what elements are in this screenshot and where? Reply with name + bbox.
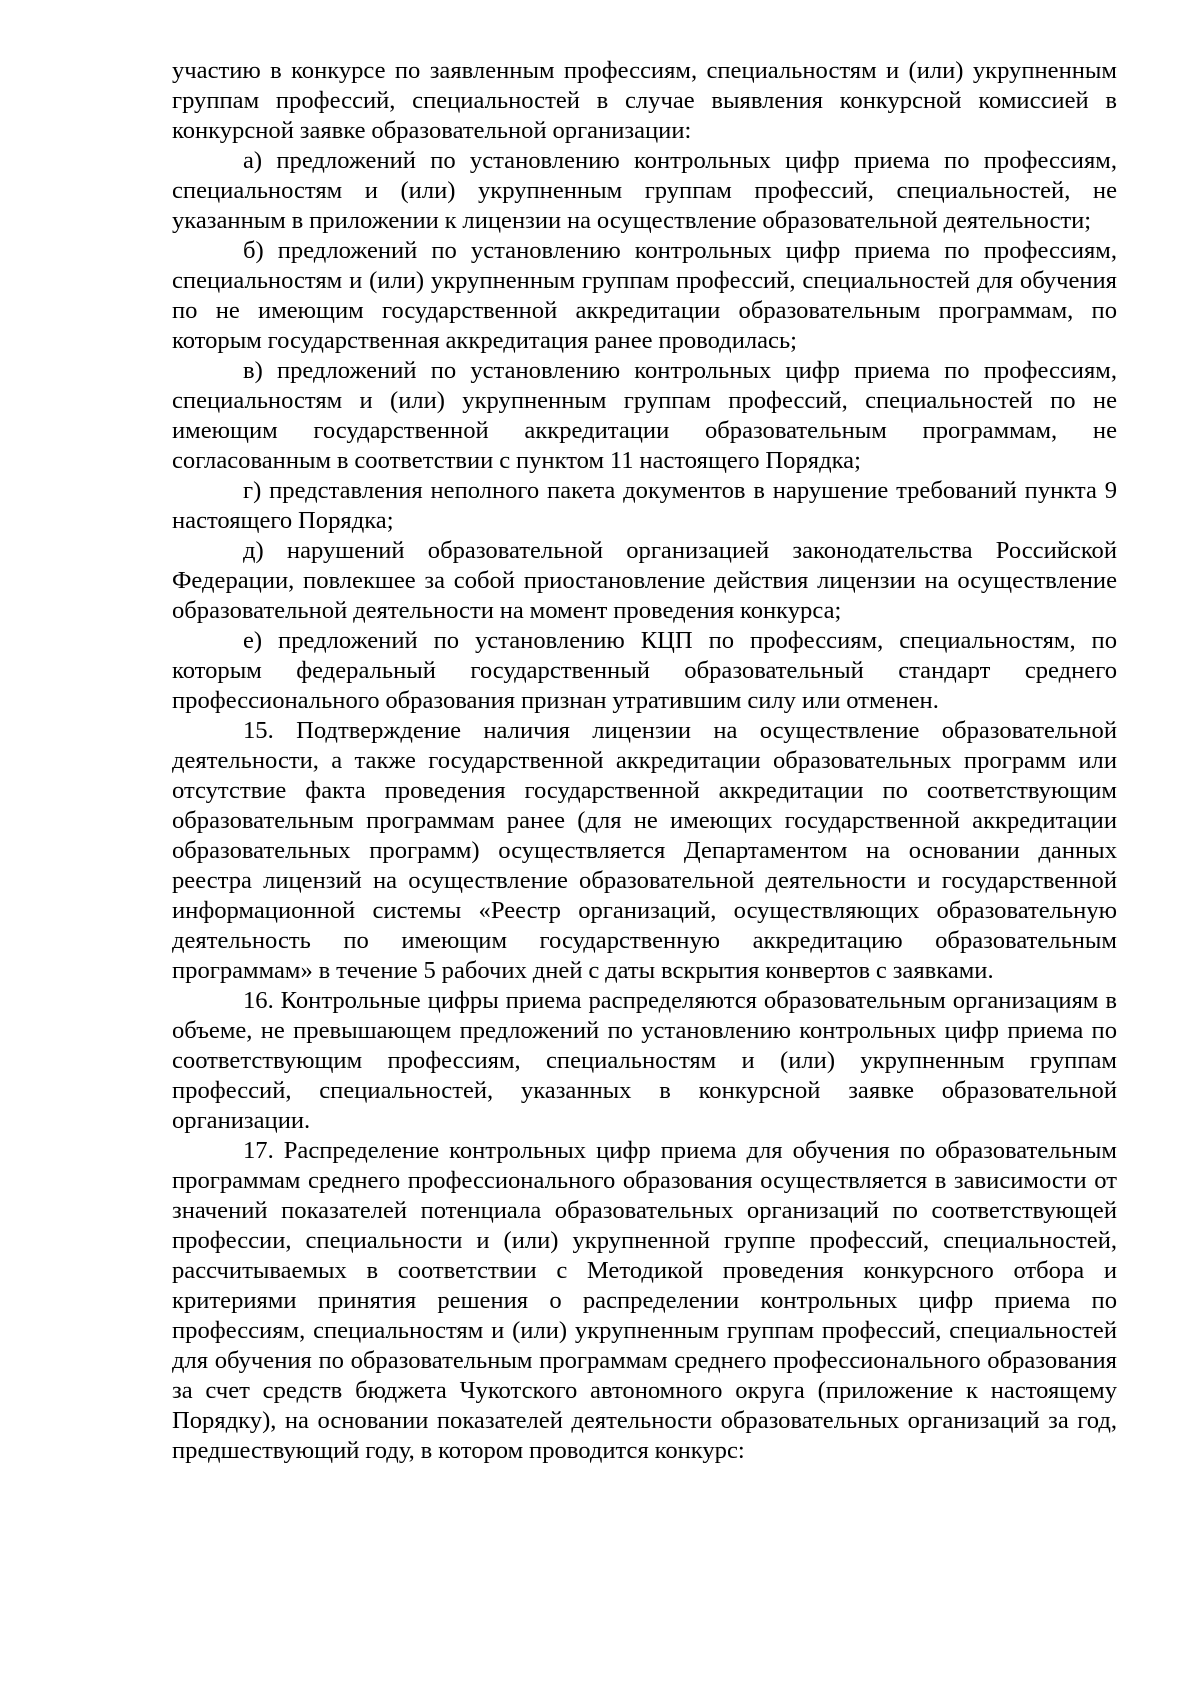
- paragraph-item-a: а) предложений по установлению контрольных цифр приема по профессиям, специальностям и (или) укрупненным группам профессий, специальностей, не указанным в приложении к лицензии на осуществление образовательной деятельности;: [172, 147, 1117, 234]
- paragraph-continuation: участию в конкурсе по заявленным профессиям, специальностям и (или) укрупненным группам профессий, специальностей в случае выявления конкурсной комиссией в конкурсной заявке образовательной организации:: [172, 57, 1117, 144]
- paragraph-clause-17: 17. Распределение контрольных цифр приема для обучения по образовательным программам среднего профессионального образования осуществляется в зависимости от значений показателей потенциала образовательных организаций по соответствующей профессии, специальности и (или) укрупненной группе профессий, специальностей, рассчитываемых в соответствии с Методикой проведения конкурсного отбора и критериями принятия решения о распределении контрольных цифр приема по профессиям, специальностям и (или) укрупненным группам профессий, специальностей для обучения по образовательным программам среднего профессионального образования за счет средств бюджета Чукотского автономного округа (приложение к настоящему Порядку), на основании показателей деятельности образовательных организаций за год, предшествующий году, в котором проводится конкурс:: [172, 1137, 1117, 1464]
- paragraph-item-b: б) предложений по установлению контрольных цифр приема по профессиям, специальностям и (или) укрупненным группам профессий, специальностей для обучения по не имеющим государственной аккредитации образовательным программам, по которым государственная аккредитация ранее проводилась;: [172, 237, 1117, 354]
- paragraph-item-e: е) предложений по установлению КЦП по профессиям, специальностям, по которым федеральный государственный образовательный стандарт среднего профессионального образования признан утратившим силу или отменен.: [172, 627, 1117, 714]
- document-page: [172, 56, 1117, 1466]
- paragraph-item-d: д) нарушений образовательной организацией законодательства Российской Федерации, повлекшее за собой приостановление действия лицензии на осуществление образовательной деятельности на момент проведения конкурса;: [172, 537, 1117, 624]
- paragraph-item-g: г) представления неполного пакета документов в нарушение требований пункта 9 настоящего Порядка;: [172, 477, 1117, 534]
- paragraph-clause-15: 15. Подтверждение наличия лицензии на осуществление образовательной деятельности, а также государственной аккредитации образовательных программ или отсутствие факта проведения государственной аккредитации по соответствующим образовательным программам ранее (для не имеющих государственной аккредитации образовательных программ) осуществляется Департаментом на основании данных реестра лицензий на осуществление образовательной деятельности и государственной информационной системы «Реестр организаций, осуществляющих образовательную деятельность по имеющим государственную аккредитацию образовательным программам» в течение 5 рабочих дней с даты вскрытия конвертов с заявками.: [172, 717, 1117, 984]
- paragraph-item-v: в) предложений по установлению контрольных цифр приема по профессиям, специальностям и (или) укрупненным группам профессий, специальностей по не имеющим государственной аккредитации образовательным программам, не согласованным в соответствии с пунктом 11 настоящего Порядка;: [172, 357, 1117, 474]
- paragraph-clause-16: 16. Контрольные цифры приема распределяются образовательным организациям в объеме, не превышающем предложений по установлению контрольных цифр приема по соответствующим профессиям, специальностям и (или) укрупненным группам профессий, специальностей, указанных в конкурсной заявке образовательной организации.: [172, 987, 1117, 1134]
